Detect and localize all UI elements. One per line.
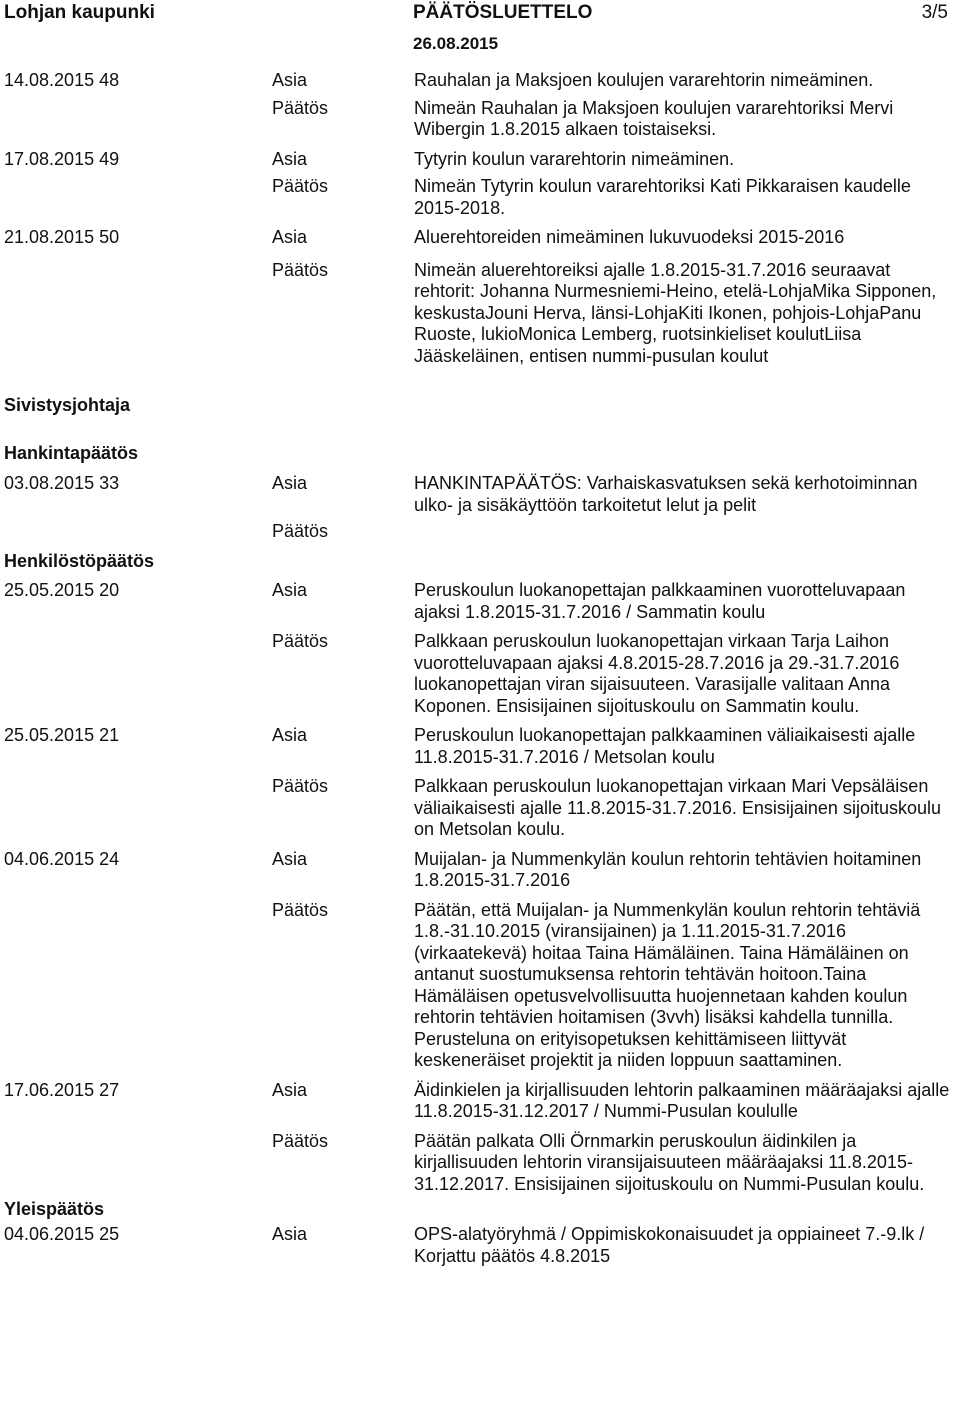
asia-text: Aluerehtoreiden nimeäminen lukuvuodeksi 2015-2016 xyxy=(414,227,845,247)
asia-text: Äidinkielen ja kirjallisuuden lehtorin palkaaminen määräajaksi ajalle 11.8.2015-31.12.2017 / Nummi-Pusulan koululle xyxy=(414,1079,950,1121)
organization-name: Lohjan kaupunki xyxy=(4,2,155,23)
page-header xyxy=(0,0,960,60)
asia-text: Tytyrin koulun vararehtorin nimeäminen. xyxy=(414,148,735,169)
asia-label: Asia xyxy=(272,70,308,90)
entry-paatos xyxy=(0,176,960,219)
document-title: PÄÄTÖSLUETTELO xyxy=(413,2,593,23)
asia-text: Muijalan- ja Nummenkylän koulun rehtorin tehtävien hoitaminen 1.8.2015-31.7.2016 xyxy=(414,848,922,890)
entry-date: 17.06.2015 27 xyxy=(4,1079,120,1100)
entry-asia xyxy=(0,725,960,768)
paatos-label: Päätös xyxy=(272,1130,329,1151)
paatos-text: Nimeän aluerehtoreiksi ajalle 1.8.2015-31.7.2016 seuraavat rehtorit: Johanna Nurmesniemi-Heino, etelä-LohjaMika Sipponen, keskustaJouni Herva, länsi-LohjaKiti Ikonen, pohjois-LohjaPanu Ruoste, lukioMonica Lemberg, ruotsinkieliset koulutLiisa Jääskeläinen, entisen nummi-pusulan koulut xyxy=(414,259,937,366)
entry-date: 25.05.2015 20 xyxy=(4,580,120,600)
paatos-label: Päätös xyxy=(272,899,329,920)
asia-text: OPS-alatyöryhmä / Oppimiskokonaisuudet ja oppiaineet 7.-9.lk / Korjattu päätös 4.8.2015 xyxy=(414,1224,925,1266)
asia-label: Asia xyxy=(272,148,308,169)
paatos-text: Päätän, että Muijalan- ja Nummenkylän koulun rehtorin tehtäviä 1.8.-31.10.2015 (viransijainen) ja 1.11.2015-31.7.2016 (virkaatekevä) hoitaa Taina Hämäläinen. Taina Hämäläinen on antanut suostumuksensa rehtorin tehtävän hoitoon.Taina Hämäläisen opetusvelvollisuutta huojennetaan kahden koulun rehtorin tehtävien hoitamisen (3vvh) lisäksi kahdella tunnilla. Perusteluna on erityisopetuksen kehittämiseen liittyvät keskeneräiset projektit ja niiden loppuun saattaminen. xyxy=(414,899,921,1070)
paatos-text: Palkkaan peruskoulun luokanopettajan virkaan Tarja Laihon vuorotteluvapaan ajaksi 4.8.2015-28.7.2016 ja 29.-31.7.2016 luokanopettajan viran sijaisuuteen. Varasijalle valitaan Anna Koponen. Ensisijainen sijoituskoulu on Sammatin koulu. xyxy=(414,631,900,716)
paatos-text: Nimeän Rauhalan ja Maksjoen koulujen vararehtoriksi Mervi Wibergin 1.8.2015 alkaen toistaiseksi. xyxy=(414,97,894,139)
entry-asia xyxy=(0,1080,960,1123)
asia-label: Asia xyxy=(272,473,308,493)
entry-date: 14.08.2015 48 xyxy=(4,70,120,90)
paatos-label: Päätös xyxy=(272,176,329,196)
asia-label: Asia xyxy=(272,725,308,745)
asia-label: Asia xyxy=(272,227,308,247)
section-title-henkilosto: Henkilöstöpäätös xyxy=(4,551,155,571)
entry-paatos xyxy=(0,260,960,368)
paatos-text: Päätän palkata Olli Örnmarkin peruskoulun äidinkilen ja kirjallisuuden lehtorin viransijaisuuteen määräajaksi 11.8.2015-31.12.2017. Ensisijainen sijoituskoulu on Nummi-Pusulan koulu. xyxy=(414,1130,925,1194)
asia-text: Peruskoulun luokanopettajan palkkaaminen vuorotteluvapaan ajaksi 1.8.2015-31.7.2016 / Sammatin koulu xyxy=(414,580,906,622)
section-title-yleis: Yleispäätös xyxy=(4,1199,105,1219)
entry-asia xyxy=(0,849,960,892)
entry-paatos xyxy=(0,521,960,543)
entry-asia xyxy=(0,149,960,171)
signer-title: Sivistysjohtaja xyxy=(4,395,131,415)
paatos-label: Päätös xyxy=(272,776,329,796)
entry-paatos xyxy=(0,98,960,141)
page-number: 3/5 xyxy=(921,2,948,23)
entry-asia xyxy=(0,1224,960,1267)
entry-date: 25.05.2015 21 xyxy=(4,725,120,745)
paatos-label: Päätös xyxy=(272,521,329,541)
asia-label: Asia xyxy=(272,580,308,600)
asia-text: Rauhalan ja Maksjoen koulujen vararehtorin nimeäminen. xyxy=(414,70,874,90)
entry-asia xyxy=(0,580,960,623)
entry-date: 17.08.2015 49 xyxy=(4,148,120,169)
decision-list xyxy=(0,70,960,1267)
entry-paatos xyxy=(0,631,960,717)
paatos-label: Päätös xyxy=(272,259,329,280)
paatos-label: Päätös xyxy=(272,97,329,118)
paatos-text: Palkkaan peruskoulun luokanopettajan virkaan Mari Vepsäläisen väliaikaisesti ajalle 11.8.2015-31.7.2016. Ensisijainen sijoituskoulu on Metsolan koulu. xyxy=(414,776,941,839)
asia-text: Peruskoulun luokanopettajan palkkaaminen väliaikaisesti ajalle 11.8.2015-31.7.2016 / Metsolan koulu xyxy=(414,725,916,767)
asia-label: Asia xyxy=(272,1224,308,1244)
entry-date: 04.06.2015 25 xyxy=(4,1224,120,1244)
entry-paatos xyxy=(0,1131,960,1196)
entry-paatos xyxy=(0,776,960,841)
entry-asia xyxy=(0,473,960,516)
entry-date: 04.06.2015 24 xyxy=(4,848,120,869)
document-date: 26.08.2015 xyxy=(413,34,499,53)
entry-asia xyxy=(0,70,960,92)
paatos-label: Päätös xyxy=(272,631,329,651)
entry-asia xyxy=(0,227,960,249)
asia-label: Asia xyxy=(272,1079,308,1100)
asia-text: HANKINTAPÄÄTÖS: Varhaiskasvatuksen sekä kerhotoiminnan ulko- ja sisäkäyttöön tarkoitetut lelut ja pelit xyxy=(414,473,918,515)
entry-date: 21.08.2015 50 xyxy=(4,227,120,247)
asia-label: Asia xyxy=(272,848,308,869)
entry-date: 03.08.2015 33 xyxy=(4,473,120,493)
section-title-hankinta: Hankintapäätös xyxy=(4,443,139,463)
entry-paatos xyxy=(0,900,960,1072)
paatos-text: Nimeän Tytyrin koulun vararehtoriksi Kati Pikkaraisen kaudelle 2015-2018. xyxy=(414,176,911,218)
